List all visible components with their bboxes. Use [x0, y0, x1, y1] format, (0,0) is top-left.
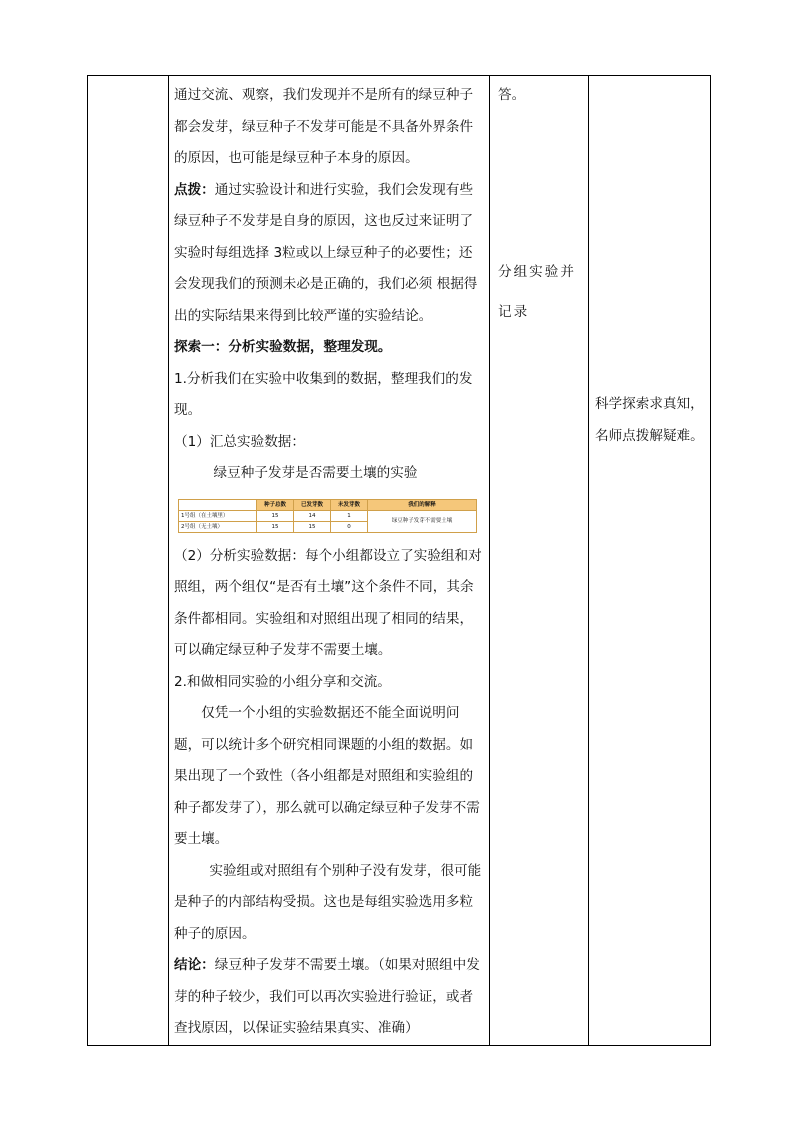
- cell-total: 15: [257, 510, 294, 521]
- header-sprouted: 已发芽数: [294, 499, 331, 510]
- paragraph-damaged-seeds: 实验组或对照组有个别种子没有发芽，很可能是种子的内部结构受损。这也是每组实验选用多粒种子的原因。: [174, 862, 482, 942]
- header-total: 种子总数: [257, 499, 294, 510]
- hint-label: 点拨：: [174, 181, 215, 198]
- lesson-plan-table: [87, 75, 711, 1046]
- cell-explanation: 绿豆种子发芽不需要土壤: [368, 510, 477, 532]
- row-label: 1号组（在土壤里）: [179, 510, 257, 521]
- table-corner: [179, 499, 257, 510]
- student-activity-cell: [490, 76, 589, 1046]
- cell-sprouted: 14: [294, 510, 331, 521]
- sprout-data-table: [178, 499, 477, 533]
- cell-not-sprouted: 0: [331, 521, 368, 532]
- teaching-content-cell: [169, 76, 490, 1046]
- paragraph-conclusion: [174, 950, 483, 1045]
- section-heading-explore-1: 探索一：分析实验数据，整理发现。: [174, 339, 392, 355]
- hint-text: 通过实验设计和进行实验，我们会发现有些绿豆种子不发芽是自身的原因，这也反过来证明了实验时每组选择 3粒或以上绿豆种子的必要性；还会发现我们的预测未必是正确的，我们必须 根据得出的实际结果来得到比较严谨的实验结论。: [174, 181, 478, 324]
- cell-total: 15: [257, 521, 294, 532]
- intent-line-2: 名师点拨解疑难。: [595, 427, 704, 444]
- activity-top-text: 答。: [498, 87, 526, 103]
- row-label: 2号组（无土壤）: [179, 521, 257, 532]
- data-table-wrapper: [178, 499, 483, 533]
- paragraph-analyze: 1.分析我们在实验中收集到的数据，整理我们的发现。: [174, 370, 473, 418]
- paragraph-multi-group: 仅凭一个小组的实验数据还不能全面说明问题，可以统计多个研究相同课题的小组的数据。如果出现了一个致性（各小组都是对照组和实验组的种子都发芽了），那么就可以确定绿豆种子发芽不需要土壤。: [174, 705, 480, 847]
- paragraph-share: 2.和做相同实验的小组分享和交流。: [174, 673, 391, 690]
- data-table-title: 绿豆种子发芽是否需要土壤的实验: [213, 465, 418, 481]
- header-explanation: 我们的解释: [368, 499, 477, 510]
- paragraph-hint: [174, 175, 483, 333]
- cell-sprouted: 15: [294, 521, 331, 532]
- intent-line-1: 科学探索求真知，: [595, 396, 704, 412]
- design-intent-cell: [589, 76, 711, 1046]
- paragraph-summarize-data: （1）汇总实验数据：: [174, 433, 305, 450]
- conclusion-label: 结论：: [174, 957, 215, 973]
- paragraph-observation: 通过交流、观察，我们发现并不是所有的绿豆种子都会发芽，绿豆种子不发芽可能是不具备外界条件的原因，也可能是绿豆种子本身的原因。: [174, 87, 474, 166]
- conclusion-text: 绿豆种子发芽不需要土壤。（如果对照组中发芽的种子较少，我们可以再次实验进行验证，或者查找原因，以保证实验结果真实、准确）: [174, 957, 480, 1036]
- empty-cell: [88, 76, 169, 1046]
- paragraph-analysis: （2）分析实验数据：每个小组都设立了实验组和对照组，两个组仅“是否有土壤”这个条件不同，其余条件都相同。实验组和对照组出现了相同的结果，可以确定绿豆种子发芽不需要土壤。: [174, 547, 482, 658]
- activity-group-experiment: 分组实验并记录: [498, 263, 576, 320]
- header-not-sprouted: 未发芽数: [331, 499, 368, 510]
- cell-not-sprouted: 1: [331, 510, 368, 521]
